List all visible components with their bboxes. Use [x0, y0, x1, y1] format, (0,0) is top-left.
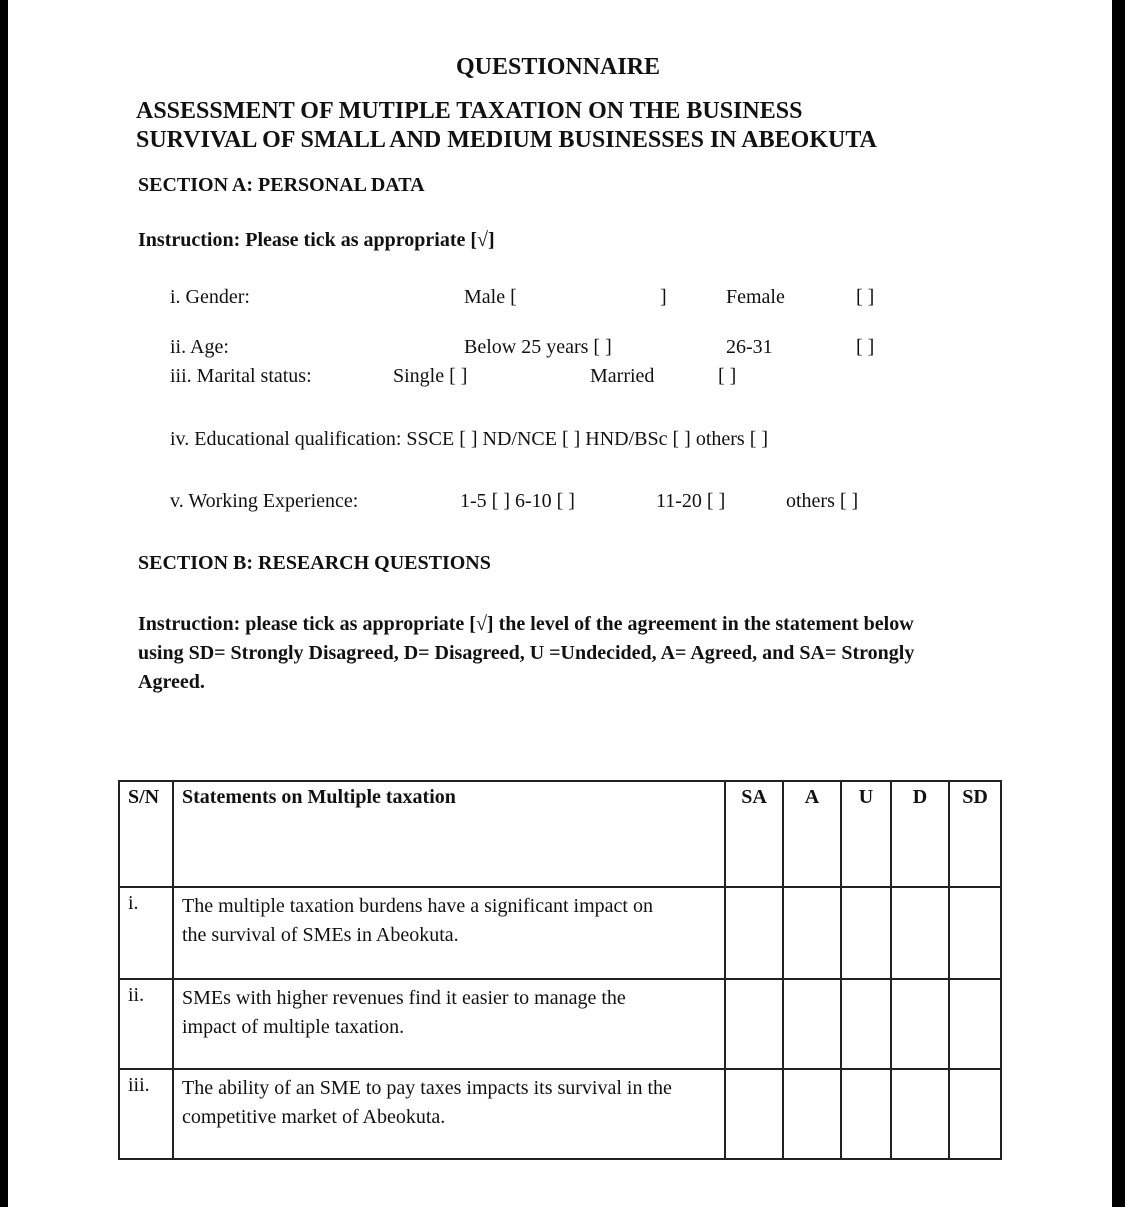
tick-cell-sa[interactable]: [725, 1069, 783, 1159]
tick-cell-u[interactable]: [841, 1069, 891, 1159]
header-statement: Statements on Multiple taxation: [173, 781, 725, 887]
tick-cell-sd[interactable]: [949, 979, 1001, 1069]
section-a-instruction: Instruction: Please tick as appropriate [√]: [138, 229, 495, 251]
header-u: U: [841, 781, 891, 887]
row-sn: i.: [119, 887, 173, 979]
statement-line: The ability of an SME to pay taxes impacts its survival in the: [182, 1077, 672, 1099]
tick-cell-sa[interactable]: [725, 887, 783, 979]
header-sa: SA: [725, 781, 783, 887]
document-page: [8, 0, 1112, 1207]
experience-1-10-options[interactable]: 1-5 [ ] 6-10 [ ]: [460, 490, 575, 512]
row-sn: ii.: [119, 979, 173, 1069]
tick-cell-d[interactable]: [891, 1069, 949, 1159]
tick-cell-u[interactable]: [841, 979, 891, 1069]
header-sd: SD: [949, 781, 1001, 887]
experience-11-20-option[interactable]: 11-20 [ ]: [656, 490, 726, 512]
tick-cell-sd[interactable]: [949, 1069, 1001, 1159]
tick-cell-a[interactable]: [783, 1069, 841, 1159]
gender-label: i. Gender:: [170, 286, 250, 308]
statement-line: SMEs with higher revenues find it easier to manage the: [182, 987, 626, 1009]
tick-cell-sd[interactable]: [949, 887, 1001, 979]
row-sn: iii.: [119, 1069, 173, 1159]
education-qualification-row[interactable]: iv. Educational qualification: SSCE [ ] ND/NCE [ ] HND/BSc [ ] others [ ]: [170, 428, 769, 450]
gender-male-option[interactable]: Male [: [464, 286, 517, 308]
age-below-25-option[interactable]: Below 25 years [ ]: [464, 336, 612, 358]
statement-line: competitive market of Abeokuta.: [182, 1106, 446, 1128]
row-statement: [173, 887, 725, 979]
section-a-title: SECTION A: PERSONAL DATA: [138, 174, 425, 196]
age-26-31-option: 26-31: [726, 336, 773, 358]
row-statement: [173, 1069, 725, 1159]
gender-male-bracket: ]: [660, 286, 667, 308]
page-title: QUESTIONNAIRE: [456, 54, 661, 80]
marital-single-option[interactable]: Single [ ]: [393, 365, 468, 387]
age-26-31-checkbox[interactable]: [ ]: [856, 336, 875, 358]
age-label: ii. Age:: [170, 336, 229, 358]
header-sn: S/N: [119, 781, 173, 887]
marital-married-checkbox[interactable]: [ ]: [718, 365, 737, 387]
section-b-instruction-line-1: Instruction: please tick as appropriate [√] the level of the agreement in the statement below: [138, 613, 914, 635]
section-b-instruction-line-3: Agreed.: [138, 671, 205, 693]
marital-status-label: iii. Marital status:: [170, 365, 312, 387]
row-statement: [173, 979, 725, 1069]
marital-married-option: Married: [590, 365, 655, 387]
statement-line: the survival of SMEs in Abeokuta.: [182, 924, 459, 946]
tick-cell-d[interactable]: [891, 979, 949, 1069]
table-row: [119, 979, 1001, 1069]
tick-cell-u[interactable]: [841, 887, 891, 979]
header-d: D: [891, 781, 949, 887]
gender-female-checkbox[interactable]: [ ]: [856, 286, 875, 308]
table-header-row: [119, 781, 1001, 887]
tick-cell-sa[interactable]: [725, 979, 783, 1069]
section-b-instruction-line-2: using SD= Strongly Disagreed, D= Disagreed, U =Undecided, A= Agreed, and SA= Strongly: [138, 642, 915, 664]
gender-female-option: Female: [726, 286, 785, 308]
table-row: [119, 1069, 1001, 1159]
tick-cell-d[interactable]: [891, 887, 949, 979]
taxation-statements-table: [118, 780, 1002, 1160]
statement-line: impact of multiple taxation.: [182, 1016, 405, 1038]
statement-line: The multiple taxation burdens have a significant impact on: [182, 895, 653, 917]
heading-line-2: SURVIVAL OF SMALL AND MEDIUM BUSINESSES IN ABEOKUTA: [136, 127, 877, 153]
tick-cell-a[interactable]: [783, 887, 841, 979]
table-row: [119, 887, 1001, 979]
heading-line-1: ASSESSMENT OF MUTIPLE TAXATION ON THE BUSINESS: [136, 98, 803, 124]
working-experience-label: v. Working Experience:: [170, 490, 359, 512]
header-a: A: [783, 781, 841, 887]
tick-cell-a[interactable]: [783, 979, 841, 1069]
experience-others-option[interactable]: others [ ]: [786, 490, 859, 512]
section-b-title: SECTION B: RESEARCH QUESTIONS: [138, 552, 491, 574]
